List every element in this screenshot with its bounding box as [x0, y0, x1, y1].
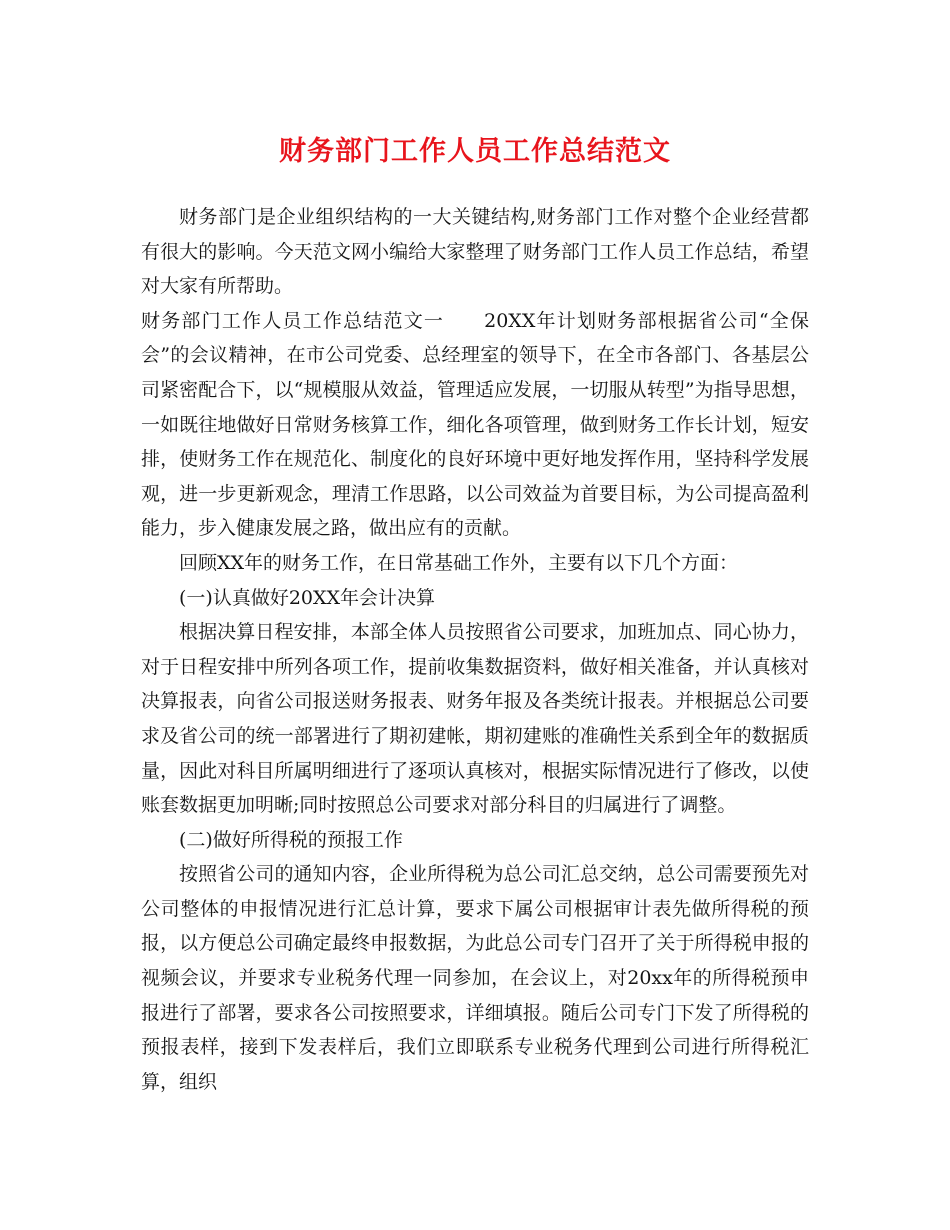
document-title: 财务部门工作人员工作总结范文 [279, 136, 671, 167]
section-paragraph [141, 304, 809, 546]
document-body [141, 200, 809, 1099]
subheading-two: (二)做好所得税的预报工作 [179, 828, 403, 851]
subheading-one: (一)认真做好20XX年会计决算 [179, 586, 436, 609]
paragraph-one: 根据决算日程安排，本部全体人员按照省公司要求，加班加点、同心协力，对于日程安排中所列各项工作，提前收集数据资料，做好相关准备，并认真核对决算报表，向省公司报送财务报表、财务年报及各类统计报表。并根据总公司要求及省公司的统一部署进行了期初建帐，期初建账的准确性关系到全年的数据质量，因此对科目所属明细进行了逐项认真核对，根据实际情况进行了修改，以使账套数据更加明晰;同时按照总公司要求对部分科目的归属进行了调整。 [141, 621, 809, 817]
intro-paragraph: 财务部门是企业组织结构的一大关键结构,财务部门工作对整个企业经营都有很大的影响。今天范文网小编给大家整理了财务部门工作人员工作总结，希望对大家有所帮助。 [141, 206, 809, 298]
section-heading: 财务部门工作人员工作总结范文一 [141, 309, 445, 332]
review-paragraph: 回顾XX年的财务工作，在日常基础工作外，主要有以下几个方面： [179, 551, 739, 574]
paragraph-two: 按照省公司的通知内容，企业所得税为总公司汇总交纳，总公司需要预先对公司整体的申报情况进行汇总计算，要求下属公司根据审计表先做所得税的预报，以方便总公司确定最终申报数据，为此总公司专门召开了关于所得税申报的视频会议，并要求专业税务代理一同参加，在会议上，对20xx年的所得税预申报进行了部署，要求各公司按照要求，详细填报。随后公司专门下发了所得税的预报表样，接到下发表样后，我们立即联系专业税务代理到公司进行所得税汇算，组织 [141, 863, 809, 1093]
section-body-text: 20XX年计划财务部根据省公司“全保会”的会议精神，在市公司党委、总经理室的领导下，在全市各部门、各基层公司紧密配合下，以“规模服从效益，管理适应发展，一切服从转型”为指导思想，一如既往地做好日常财务核算工作，细化各项管理，做到财务工作长计划，短安排，使财务工作在规范化、制度化的良好环境中更好地发挥作用，坚持科学发展观，进一步更新观念，理清工作思路，以公司效益为首要目标，为公司提高盈利能力，步入健康发展之路，做出应有的贡献。 [141, 309, 809, 540]
